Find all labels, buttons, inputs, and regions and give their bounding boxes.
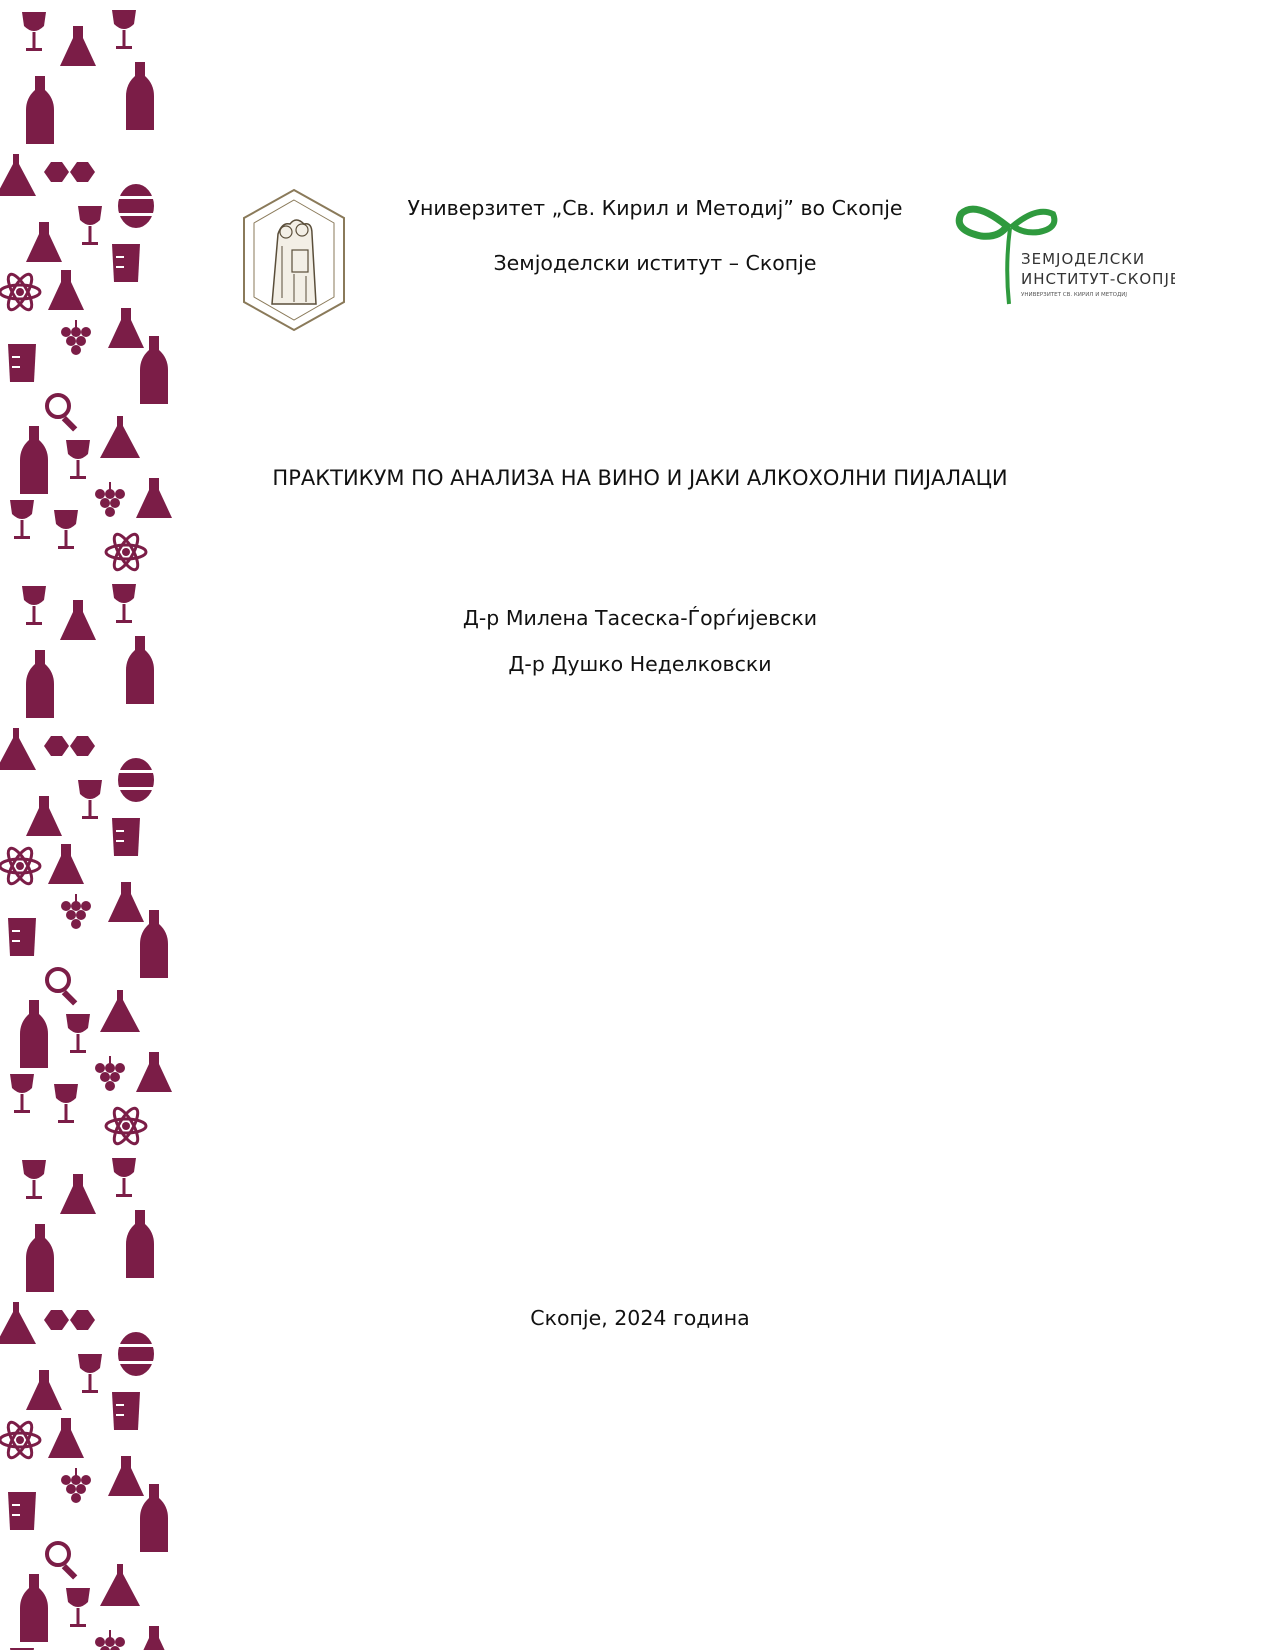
- university-name: Универзитет „Св. Кирил и Методиј” во Скопје: [407, 196, 903, 220]
- institute-name: Земјоделски иститут – Скопје: [493, 251, 817, 275]
- university-seal-icon: [238, 186, 350, 334]
- svg-text:ИНСТИТУТ-СКОПЈЕ: ИНСТИТУТ-СКОПЈЕ: [1021, 270, 1175, 288]
- wine-lab-pattern-icon: [0, 0, 182, 1650]
- author-1: Д-р Милена Тасеска-Ѓорѓијевски: [462, 606, 818, 630]
- sprout-logo-icon: [955, 196, 1175, 314]
- place-and-year: Скопје, 2024 година: [530, 1306, 750, 1330]
- author-2: Д-р Душко Неделковски: [508, 652, 772, 676]
- svg-text:УНИВЕРЗИТЕТ СВ. КИРИЛ И МЕТОДИ: УНИВЕРЗИТЕТ СВ. КИРИЛ И МЕТОДИЈ: [1021, 292, 1127, 298]
- svg-text:ЗЕМЈОДЕЛСКИ: ЗЕМЈОДЕЛСКИ: [1021, 250, 1146, 268]
- decorative-pattern-sidebar: [0, 0, 182, 1650]
- document-title: ПРАКТИКУМ ПО АНАЛИЗА НА ВИНО И ЈАКИ АЛКОХОЛНИ ПИЈАЛАЦИ: [272, 466, 1008, 490]
